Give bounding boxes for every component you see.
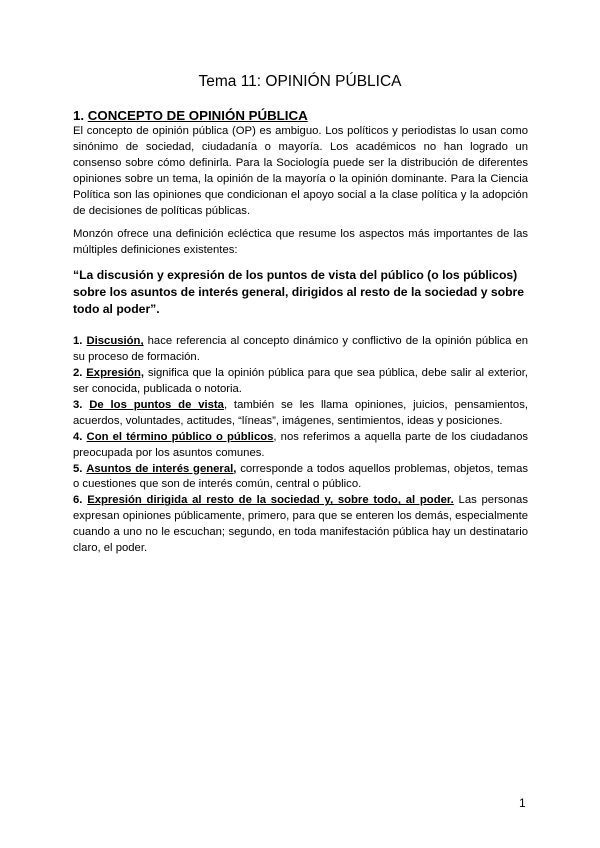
- list-item-text: hace referencia al concepto dinámico y conflictivo de la opinión pública en su proceso de formación.: [73, 335, 529, 364]
- document-body: [73, 107, 528, 557]
- list-item-text: significa que la opinión pública para que sea pública, debe salir al exterior, ser conocida, publicada o notoria.: [73, 367, 529, 395]
- page-number: 1: [519, 796, 526, 810]
- list-item-term: Expresión dirigida al resto de la sociedad y, sobre todo, al poder.: [87, 494, 454, 507]
- list-item-number: 4.: [73, 430, 83, 443]
- list-item-number: 5.: [73, 462, 83, 475]
- section-heading-text: CONCEPTO DE OPINIÓN PÚBLICA: [87, 108, 308, 123]
- list-item-text: corresponde a todos aquellos problemas, objetos, temas o cuestiones que son de interés común, central o público.: [73, 462, 529, 491]
- paragraph-concept: El concepto de opinión pública (OP) es ambiguo. Los políticos y periodistas lo usan como sinónimo de sociedad, ciudadanía o mayoría. Los académicos no han logrado un consenso sobre cómo definirla. Para la Sociología puede ser la distribución de diferentes opiniones sobre un tema, la opinión de la mayoría o la opinión dominante. Para la Ciencia Política son las opiniones que condicionan el apoyo social a la clase política y la adopción de decisiones de políticas públicas.: [73, 125, 528, 217]
- list-item: [73, 462, 528, 494]
- document-title: Tema 11: OPINIÓN PÚBLICA: [198, 73, 402, 90]
- list-item-term: Con el término público o públicos: [86, 430, 274, 443]
- definition-quote: “La discusión y expresión de los puntos de vista del público (o los públicos) sobre los asuntos de interés general, dirigidos al resto de la sociedad y sobre todo al poder”.: [73, 268, 525, 317]
- list-item-number: 2.: [73, 367, 83, 380]
- list-item-term: Discusión,: [86, 335, 144, 348]
- list-item: [73, 398, 528, 430]
- section-number: 1.: [73, 108, 85, 123]
- list-item-term: Asuntos de interés general,: [86, 462, 237, 475]
- paragraph-monzon: Monzón ofrece una definición ecléctica que resume los aspectos más importantes de las múltiples definiciones existentes:: [73, 228, 528, 257]
- list-item-number: 1.: [73, 335, 83, 348]
- list-item-term: Expresión,: [86, 367, 145, 380]
- list-item-term: De los puntos de vista: [89, 398, 224, 411]
- section-heading: [73, 107, 528, 124]
- list-item-number: 6.: [73, 494, 83, 507]
- list-item: [73, 493, 528, 557]
- list-item: [73, 430, 528, 462]
- list-item: [73, 334, 528, 366]
- list-item: [73, 366, 528, 398]
- definition-list: [73, 334, 528, 557]
- list-item-number: 3.: [73, 398, 83, 411]
- list-item-text: Las personas expresan opiniones públicamente, primero, para que se enteren los demás, especialmente cuando a uno no le escuchan; segundo, en toda manifestación pública hay un destinatario claro, el poder.: [73, 494, 528, 555]
- list-item-text: , nos referimos a aquella parte de los ciudadanos preocupada por los asuntos comunes.: [73, 430, 528, 459]
- list-item-text: , también se les llama opiniones, juicios, pensamientos, acuerdos, voluntades, actitudes, “líneas”, imágenes, sentimientos, ideas y posiciones.: [73, 398, 528, 427]
